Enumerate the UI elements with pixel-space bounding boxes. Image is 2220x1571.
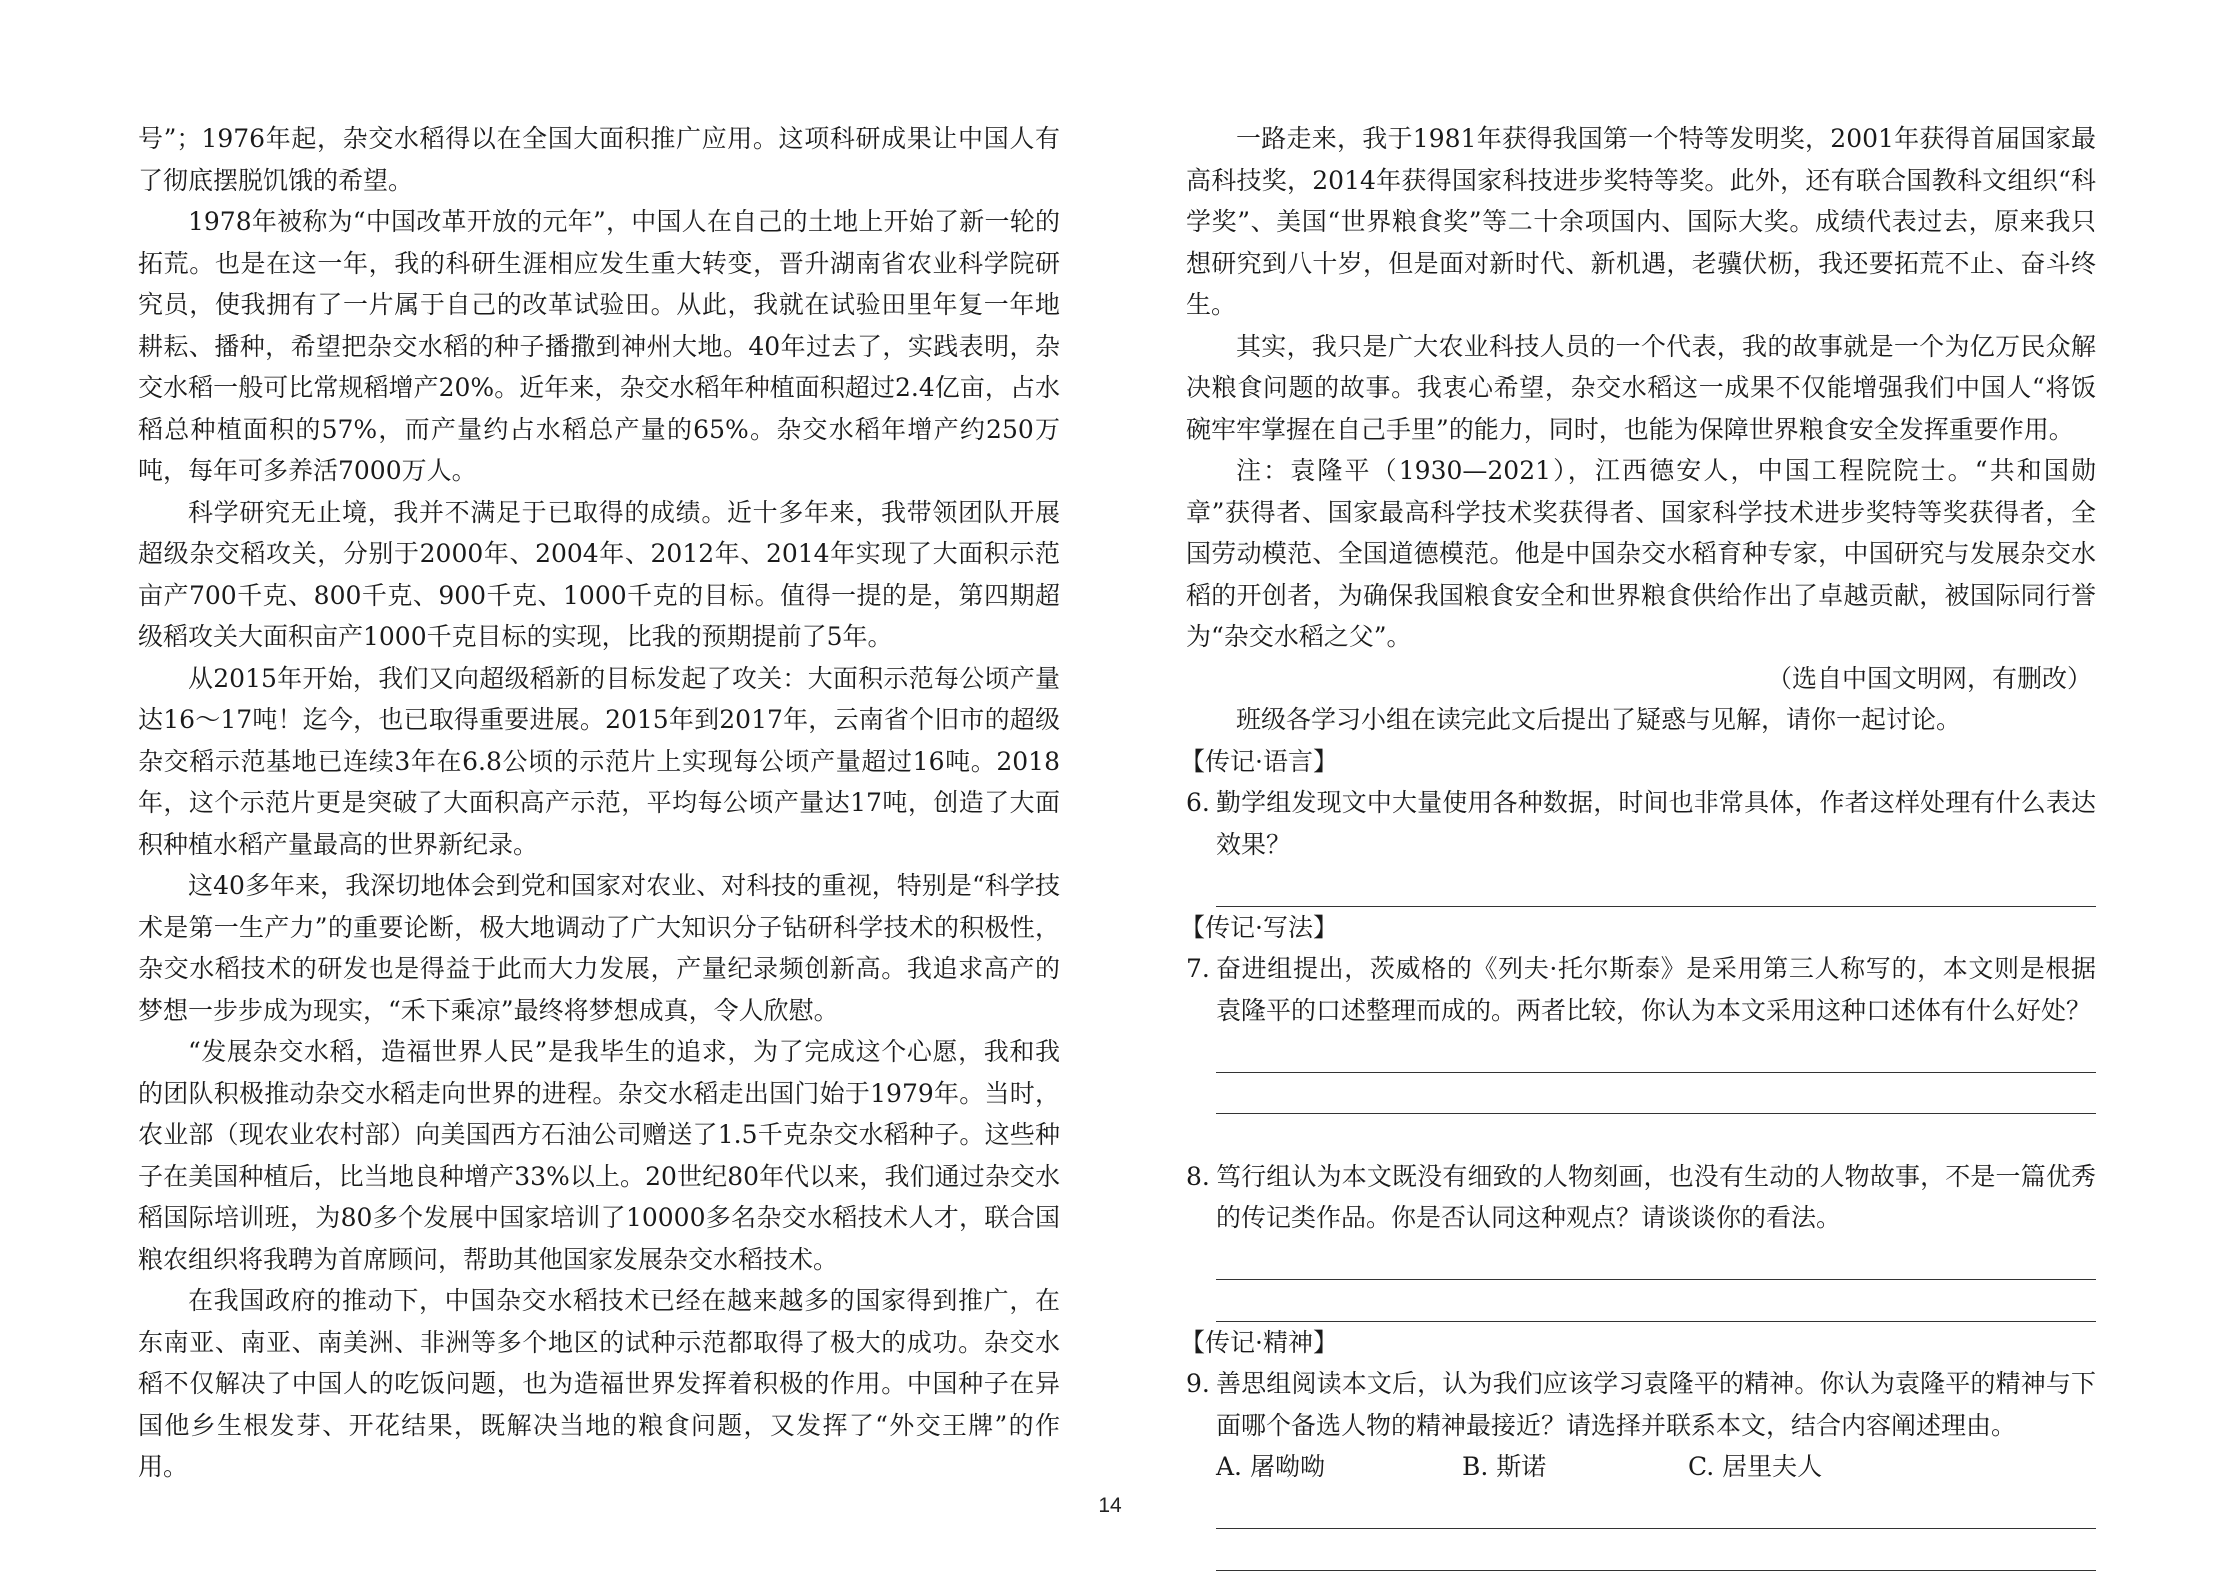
answer-options bbox=[1216, 1446, 2096, 1488]
answer-line[interactable] bbox=[1216, 1073, 2096, 1115]
answer-line[interactable] bbox=[1216, 1280, 2096, 1322]
section-heading: 【传记·语言】 bbox=[1180, 746, 1338, 776]
body-paragraph: 从2015年开始，我们又向超级稻新的目标发起了攻关：大面积示范每公顷产量达16～17吨！迄今，也已取得重要进展。2015年到2017年，云南省个旧市的超级杂交稻示范基地已连续3年在6.8公顷的示范片上实现每公顷产量超过16吨。2018年，这个示范片更是突破了大面积高产示范，平均每公顷产量达17吨，创造了大面积种植水稻产量最高的世界新纪录。 bbox=[138, 663, 1060, 859]
question-number: 7. bbox=[1186, 954, 1210, 983]
body-paragraph: 一路走来，我于1981年获得我国第一个特等发明奖，2001年获得首届国家最高科技奖，2014年获得国家科技进步奖特等奖。此外，还有联合国教科文组织“科学奖”、美国“世界粮食奖”等二十余项国内、国际大奖。成绩代表过去，原来我只想研究到八十岁，但是面对新时代、新机遇，老骥伏枥，我还要拓荒不止、奋斗终生。 bbox=[1186, 124, 2096, 319]
spacer bbox=[1186, 1114, 2096, 1156]
option-b: B. 斯诺 bbox=[1462, 1452, 1547, 1481]
question-8 bbox=[1186, 1156, 2096, 1239]
body-paragraph: 1978年被称为“中国改革开放的元年”，中国人在自己的土地上开始了新一轮的拓荒。也是在这一年，我的科研生涯相应发生重大转变，晋升湖南省农业科学院研究员，使我拥有了一片属于自己的改革试验田。从此，我就在试验田里年复一年地耕耘、播种，希望把杂交水稻的种子播撒到神州大地。40年过去了，实践表明，杂交水稻一般可比常规稻增产20%。近年来，杂交水稻年种植面积超过2.4亿亩，占水稻总种植面积的57%，而产量约占水稻总产量的65%。杂交水稻年增产约250万吨，每年可多养活7000万人。 bbox=[138, 207, 1060, 485]
body-paragraph: 科学研究无止境，我并不满足于已取得的成绩。近十多年来，我带领团队开展超级杂交稻攻关，分别于2000年、2004年、2012年、2014年实现了大面积示范亩产700千克、800千克、900千克、1000千克的目标。值得一提的是，第四期超级稻攻关大面积亩产1000千克目标的实现，比我的预期提前了5年。 bbox=[138, 497, 1060, 651]
source-citation: （选自中国文明网，有删改） bbox=[1766, 663, 2092, 693]
section-heading: 【传记·精神】 bbox=[1180, 1327, 1338, 1357]
section-heading: 【传记·写法】 bbox=[1180, 912, 1338, 942]
option-c: C. 居里夫人 bbox=[1688, 1452, 1823, 1481]
body-paragraph: 在我国政府的推动下，中国杂交水稻技术已经在越来越多的国家得到推广，在东南亚、南亚、南美洲、非洲等多个地区的试种示范都取得了极大的成功。杂交水稻不仅解决了中国人的吃饭问题，也为造福世界发挥着积极的作用。中国种子在异国他乡生根发芽、开花结果，既解决当地的粮食问题，又发挥了“外交王牌”的作用。 bbox=[138, 1286, 1060, 1481]
question-number: 9. bbox=[1186, 1369, 1210, 1398]
body-paragraph: 这40多年来，我深切地体会到党和国家对农业、对科技的重视，特别是“科学技术是第一生产力”的重要论断，极大地调动了广大知识分子钻研科学技术的积极性，杂交水稻技术的研发也是得益于此而大力发展，产量纪录频创新高。我追求高产的梦想一步步成为现实，“禾下乘凉”最终将梦想成真，令人欣慰。 bbox=[138, 871, 1060, 1025]
question-6 bbox=[1186, 782, 2096, 865]
question-section-spirit bbox=[1180, 1322, 2096, 1571]
option-a: A. 屠呦呦 bbox=[1216, 1452, 1325, 1481]
right-column bbox=[1180, 118, 2096, 1571]
body-paragraph: 其实，我只是广大农业科技人员的一个代表，我的故事就是一个为亿万民众解决粮食问题的故事。我衷心希望，杂交水稻这一成果不仅能增强我们中国人“将饭碗牢牢掌握在自己手里”的能力，同时，也能为保障世界粮食安全发挥重要作用。 bbox=[1186, 331, 2096, 444]
question-text: 善思组阅读本文后，认为我们应该学习袁隆平的精神。你认为袁隆平的精神与下面哪个备选人物的精神最接近？请选择并联系本文，结合内容阐述理由。 bbox=[1216, 1369, 2096, 1440]
page-number: 14 bbox=[1098, 1494, 1122, 1517]
question-section-language bbox=[1180, 741, 2096, 907]
left-column bbox=[138, 118, 1060, 1488]
answer-line[interactable] bbox=[1216, 1031, 2096, 1073]
question-text: 奋进组提出，茨威格的《列夫·托尔斯泰》是采用第三人称写的，本文则是根据袁隆平的口述整理而成的。两者比较，你认为本文采用这种口述体有什么好处？ bbox=[1216, 954, 2096, 1025]
question-9 bbox=[1186, 1363, 2096, 1446]
question-number: 6. bbox=[1186, 788, 1210, 817]
body-paragraph: “发展杂交水稻，造福世界人民”是我毕生的追求，为了完成这个心愿，我和我的团队积极推动杂交水稻走向世界的进程。杂交水稻走出国门始于1979年。当时，农业部（现农业农村部）向美国西方石油公司赠送了1.5千克杂交水稻种子。这些种子在美国种植后，比当地良种增产33%以上。20世纪80年代以来，我们通过杂交水稻国际培训班，为80多个发展中国家培训了10000多名杂交水稻技术人才，联合国粮农组织将我聘为首席顾问，帮助其他国家发展杂交水稻技术。 bbox=[138, 1037, 1060, 1274]
question-text: 笃行组认为本文既没有细致的人物刻画，也没有生动的人物故事，不是一篇优秀的传记类作品。你是否认同这种观点？请谈谈你的看法。 bbox=[1216, 1161, 2096, 1232]
discussion-intro: 班级各学习小组在读完此文后提出了疑惑与见解，请你一起讨论。 bbox=[1236, 705, 1962, 734]
author-note: 注：袁隆平（1930—2021），江西德安人，中国工程院院士。“共和国勋章”获得者、国家最高科学技术奖获得者、国家科学技术进步奖特等奖获得者，全国劳动模范、全国道德模范。他是中国杂交水稻育种专家，中国研究与发展杂交水稻的开创者，为确保我国粮食安全和世界粮食供给作出了卓越贡献，被国际同行誉为“杂交水稻之父”。 bbox=[1186, 456, 2096, 651]
question-7 bbox=[1186, 948, 2096, 1031]
question-section-writing bbox=[1180, 907, 2096, 1322]
answer-line[interactable] bbox=[1216, 865, 2096, 907]
answer-line[interactable] bbox=[1216, 1529, 2096, 1571]
question-number: 8. bbox=[1186, 1161, 1210, 1191]
answer-line[interactable] bbox=[1216, 1239, 2096, 1281]
body-paragraph: 号”；1976年起，杂交水稻得以在全国大面积推广应用。这项科研成果让中国人有了彻底摆脱饥饿的希望。 bbox=[138, 124, 1060, 195]
question-text: 勤学组发现文中大量使用各种数据，时间也非常具体，作者这样处理有什么表达效果？ bbox=[1216, 788, 2096, 859]
